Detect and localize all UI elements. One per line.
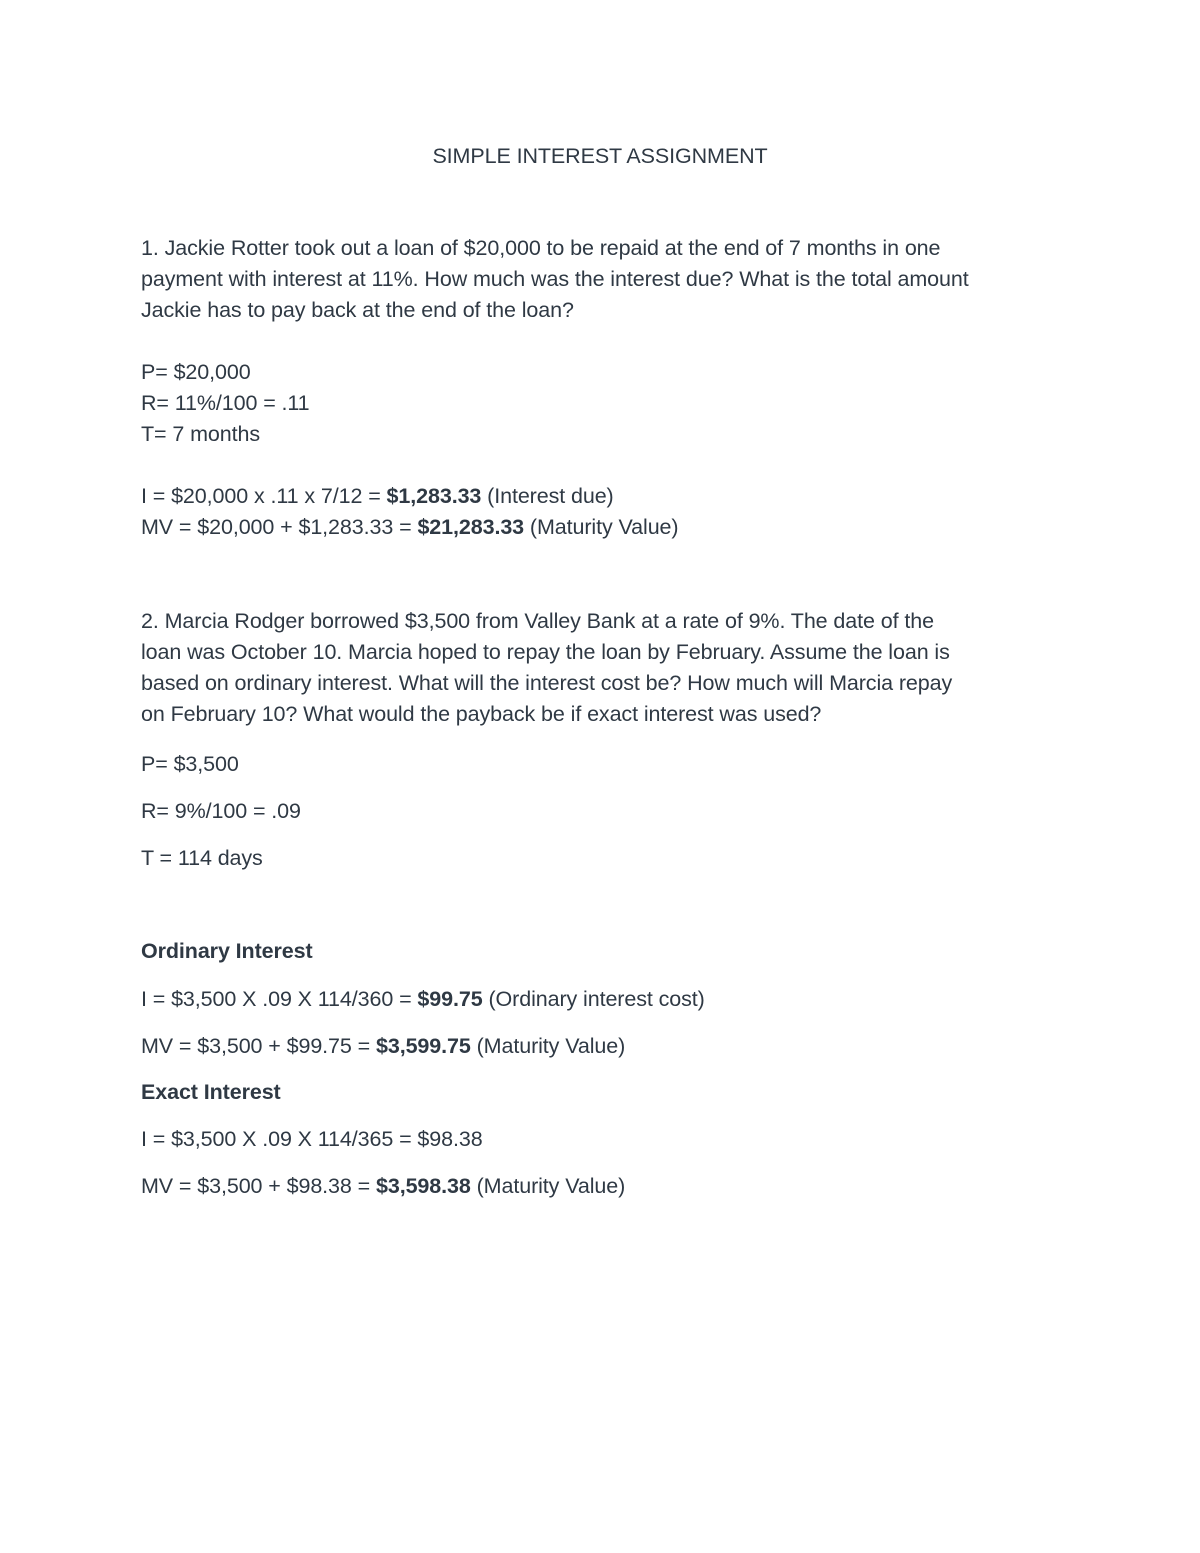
ordinary-maturity-result: $3,599.75 <box>375 1034 471 1058</box>
ordinary-maturity-line <box>141 1031 625 1062</box>
problem1-given-time: T= 7 months <box>141 422 260 446</box>
problem2-question-line-4: on February 10? What would the payback be if exact interest was used? <box>141 702 822 726</box>
problem2-question-line-1: 2. Marcia Rodger borrowed $3,500 from Valley Bank at a rate of 9%. The date of the <box>141 609 934 633</box>
problem1-question-line-2: payment with interest at 11%. How much was the interest due? What is the total amount <box>141 267 969 291</box>
problem2-question-line-3: based on ordinary interest. What will the interest cost be? How much will Marcia repay <box>141 671 953 695</box>
problem1-given-principal: P= $20,000 <box>141 360 251 384</box>
ordinary-interest-result: $99.75 <box>417 987 483 1011</box>
problem1-maturity-expression: MV = $20,000 + $1,283.33 = <box>141 515 418 539</box>
exact-maturity-note: (Maturity Value) <box>470 1174 626 1198</box>
ordinary-interest-note: (Ordinary interest cost) <box>482 987 705 1011</box>
ordinary-interest-line <box>141 984 705 1015</box>
problem1-question-line-1: 1. Jackie Rotter took out a loan of $20,000 to be repaid at the end of 7 months in one <box>141 236 941 260</box>
ordinary-maturity-expression: MV = $3,500 + $99.75 = <box>141 1034 376 1058</box>
problem1-maturity-line <box>141 512 678 543</box>
problem1-interest-note: (Interest due) <box>481 484 614 508</box>
exact-interest-line: I = $3,500 X .09 X 114/365 = $98.38 <box>141 1127 483 1151</box>
problem1-given-rate: R= 11%/100 = .11 <box>141 391 310 415</box>
problem2-given-rate: R= 9%/100 = .09 <box>141 799 301 823</box>
problem1-maturity-result: $21,283.33 <box>417 515 525 539</box>
problem2-question-line-2: loan was October 10. Marcia hoped to repay the loan by February. Assume the loan is <box>141 640 950 664</box>
problem2-given-time: T = 114 days <box>141 846 263 870</box>
problem1-maturity-note: (Maturity Value) <box>524 515 679 539</box>
ordinary-interest-expression: I = $3,500 X .09 X 114/360 = <box>141 987 418 1011</box>
exact-maturity-line <box>141 1171 625 1202</box>
document-title: SIMPLE INTEREST ASSIGNMENT <box>432 144 768 168</box>
problem1-interest-line <box>141 481 614 512</box>
exact-maturity-expression: MV = $3,500 + $98.38 = <box>141 1174 376 1198</box>
problem1-question-line-3: Jackie has to pay back at the end of the loan? <box>141 298 574 322</box>
exact-maturity-result: $3,598.38 <box>375 1174 471 1198</box>
problem1-interest-result: $1,283.33 <box>386 484 482 508</box>
problem2-given-principal: P= $3,500 <box>141 752 239 776</box>
ordinary-maturity-note: (Maturity Value) <box>470 1034 626 1058</box>
ordinary-interest-heading: Ordinary Interest <box>141 939 313 963</box>
exact-interest-heading: Exact Interest <box>141 1080 281 1104</box>
problem1-interest-expression: I = $20,000 x .11 x 7/12 = <box>141 484 387 508</box>
